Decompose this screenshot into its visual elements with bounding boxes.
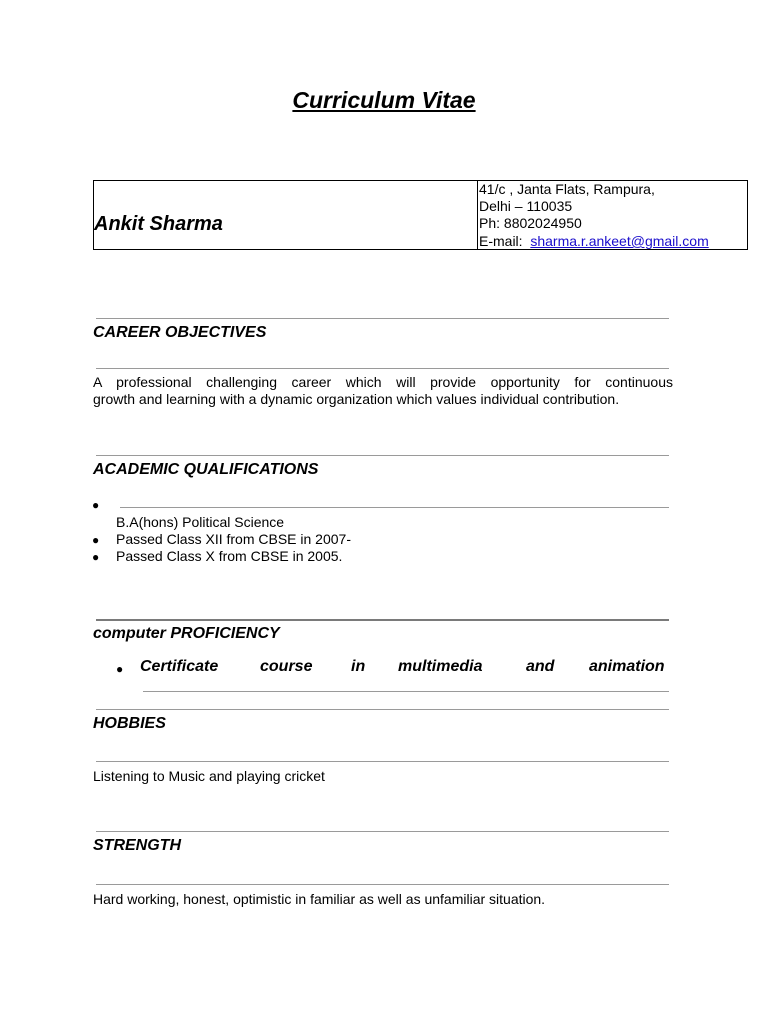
computer-proficiency-heading: computer PROFICIENCY bbox=[93, 625, 280, 642]
section-rule bbox=[96, 619, 669, 621]
list-item: Passed Class XII from CBSE in 2007- bbox=[116, 531, 351, 547]
bullet-icon: ● bbox=[92, 498, 100, 512]
section-rule bbox=[120, 507, 669, 508]
section-rule bbox=[96, 831, 669, 832]
certificate-word: in bbox=[351, 658, 366, 675]
bullet-icon: ● bbox=[116, 662, 124, 676]
certificate-word: multimedia bbox=[398, 658, 483, 675]
email-row bbox=[479, 233, 709, 250]
certificate-word: Certificate bbox=[140, 658, 219, 675]
email-label: E-mail: bbox=[479, 233, 523, 249]
career-objectives-line-1: A professional challenging career which will provide opportunity for continuous bbox=[93, 374, 673, 390]
address-line-1: 41/c , Janta Flats, Rampura, bbox=[479, 181, 655, 197]
list-item: B.A(hons) Political Science bbox=[116, 514, 285, 530]
document-title: Curriculum Vitae bbox=[292, 87, 476, 113]
hobbies-text: Listening to Music and playing cricket bbox=[93, 768, 325, 784]
section-rule bbox=[96, 761, 669, 762]
list-item: Passed Class X from CBSE in 2005. bbox=[116, 548, 343, 564]
section-rule bbox=[96, 709, 669, 710]
career-objectives-heading: CAREER OBJECTIVES bbox=[93, 324, 267, 341]
section-rule bbox=[143, 691, 669, 692]
academic-qualifications-heading: ACADEMIC QUALIFICATIONS bbox=[93, 461, 319, 478]
strength-text: Hard working, honest, optimistic in familiar as well as unfamiliar situation. bbox=[93, 891, 546, 907]
certificate-word: and bbox=[526, 658, 555, 675]
career-objectives-line-2: growth and learning with a dynamic organization which values individual contribution. bbox=[93, 391, 620, 407]
strength-heading: STRENGTH bbox=[93, 837, 181, 854]
section-rule bbox=[96, 368, 669, 369]
header-divider bbox=[477, 180, 478, 250]
section-rule bbox=[96, 455, 669, 456]
phone-number: Ph: 8802024950 bbox=[479, 215, 582, 231]
address-line-2: Delhi – 110035 bbox=[479, 198, 573, 214]
certificate-word: course bbox=[260, 658, 313, 675]
section-rule bbox=[96, 318, 669, 319]
candidate-name: Ankit Sharma bbox=[94, 213, 223, 235]
bullet-icon: ● bbox=[92, 550, 100, 564]
bullet-icon: ● bbox=[92, 533, 100, 547]
certificate-word: animation bbox=[589, 658, 665, 675]
section-rule bbox=[96, 884, 669, 885]
hobbies-heading: HOBBIES bbox=[93, 715, 166, 732]
email-link[interactable]: sharma.r.ankeet@gmail.com bbox=[530, 233, 709, 249]
